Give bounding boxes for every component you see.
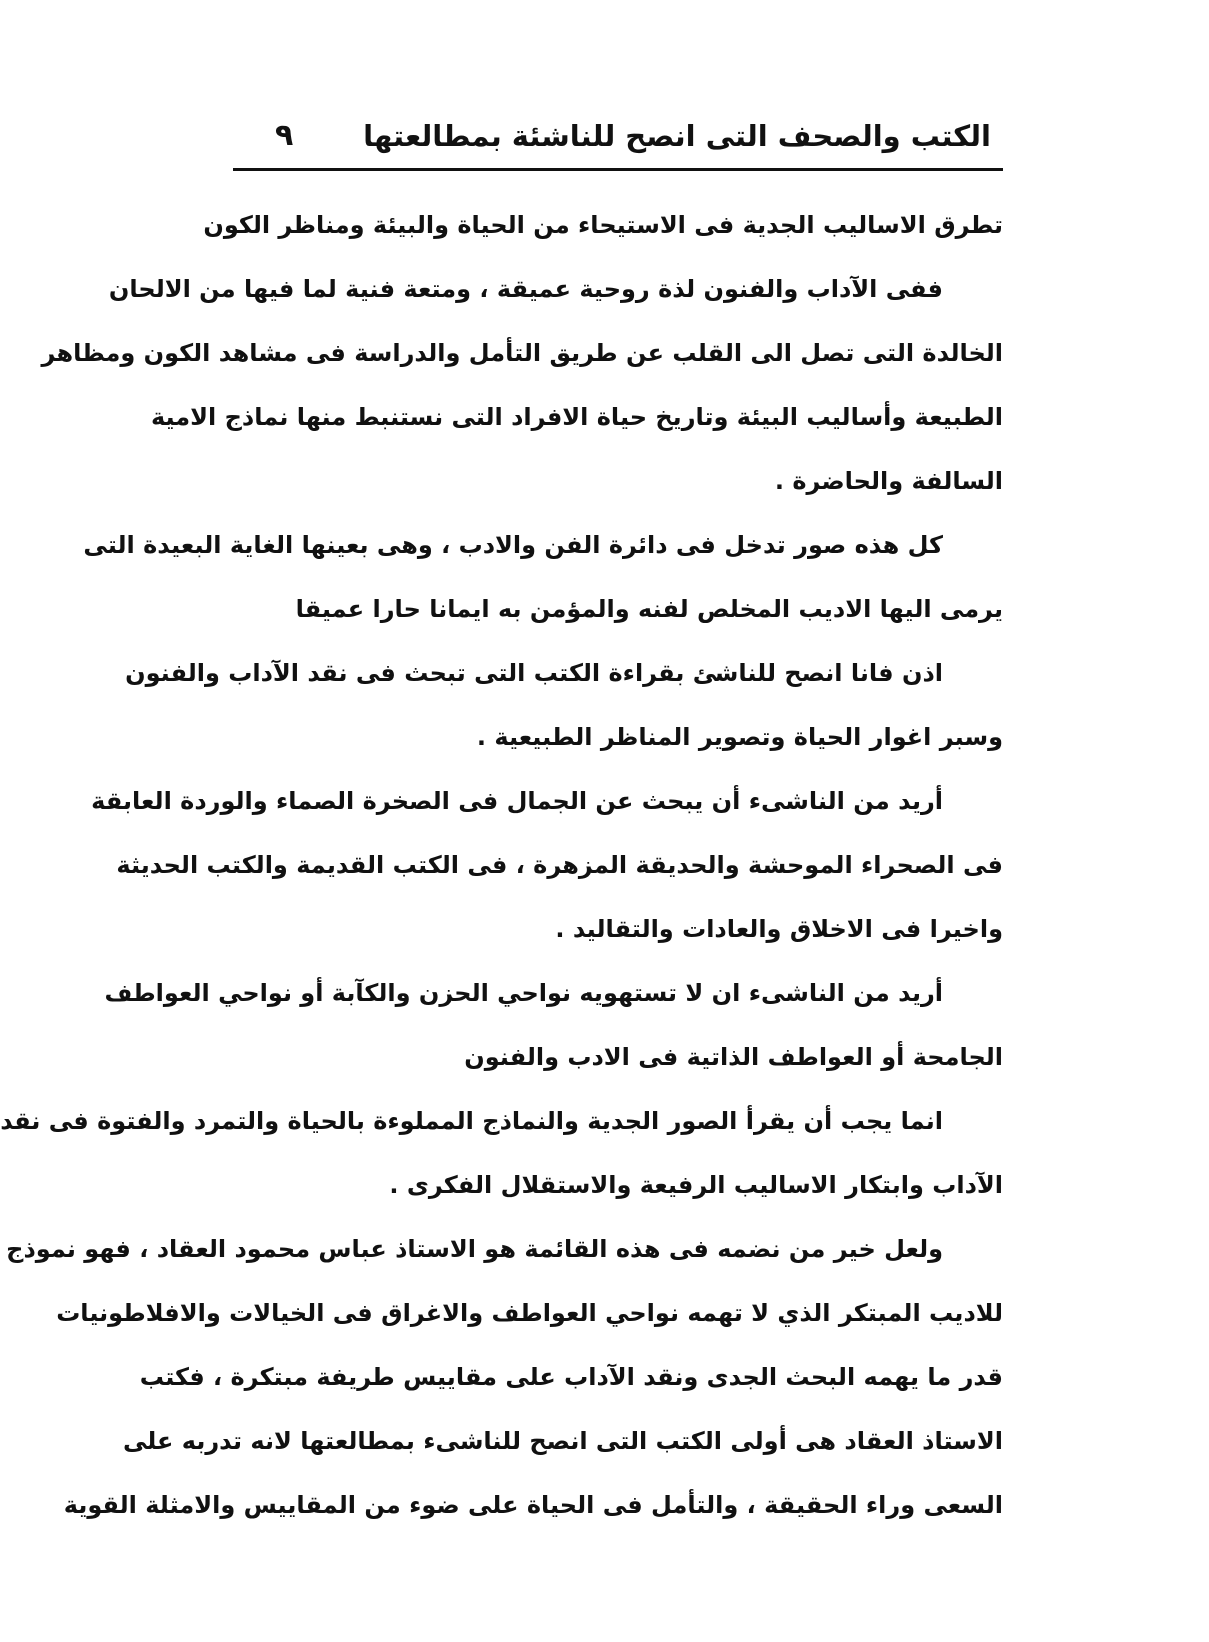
- text-line: اذن فانا انصح للناشئ بقراءة الكتب التى تبحث فى نقد الآداب والفنون: [125, 659, 943, 687]
- text-line: ففى الآداب والفنون لذة روحية عميقة ، ومتعة فنية لما فيها من الالحان: [108, 275, 943, 303]
- running-head: [235, 112, 997, 168]
- text-line: تطرق الاساليب الجدية فى الاستيحاء من الحياة والبيئة ومناظر الكون: [203, 211, 1003, 239]
- text-line: ولعل خير من نضمه فى هذه القائمة هو الاستاذ عباس محمود العقاد ، فهو نموذج: [6, 1235, 943, 1263]
- text-line: الخالدة التى تصل الى القلب عن طريق التأمل والدراسة فى مشاهد الكون ومظاهر: [41, 339, 1003, 367]
- page-number: ٩: [275, 118, 294, 153]
- header-rule: [233, 168, 1003, 171]
- body-text: [0, 196, 1003, 1540]
- text-line: واخيرا فى الاخلاق والعادات والتقاليد .: [555, 915, 1003, 943]
- text-line: الآداب وابتكار الاساليب الرفيعة والاستقلال الفكرى .: [389, 1171, 1003, 1199]
- text-line: للاديب المبتكر الذي لا تهمه نواحي العواطف والاغراق فى الخيالات والافلاطونيات: [56, 1299, 1003, 1327]
- text-line: فى الصحراء الموحشة والحديقة المزهرة ، فى الكتب القديمة والكتب الحديثة: [116, 851, 1003, 879]
- text-line: انما يجب أن يقرأ الصور الجدية والنماذج المملوءة بالحياة والتمرد والفتوة فى نقد: [0, 1107, 943, 1135]
- text-line: السالفة والحاضرة .: [774, 467, 1003, 495]
- text-line: كل هذه صور تدخل فى دائرة الفن والادب ، وهى بعينها الغاية البعيدة التى: [83, 531, 943, 559]
- text-line: الطبيعة وأساليب البيئة وتاريخ حياة الافراد التى نستنبط منها نماذج الامية: [150, 403, 1003, 431]
- text-line: يرمى اليها الاديب المخلص لفنه والمؤمن به ايمانا حارا عميقا: [295, 595, 1003, 623]
- text-line: وسبر اغوار الحياة وتصوير المناظر الطبيعية .: [476, 723, 1003, 751]
- text-line: الجامحة أو العواطف الذاتية فى الادب والفنون: [464, 1043, 1003, 1071]
- text-line: أريد من الناشىء أن يبحث عن الجمال فى الصخرة الصماء والوردة العابقة: [91, 787, 943, 815]
- text-line: قدر ما يهمه البحث الجدى ونقد الآداب على مقاييس طريفة مبتكرة ، فكتب: [139, 1363, 1003, 1391]
- text-line: أريد من الناشىء ان لا تستهويه نواحي الحزن والكآبة أو نواحي العواطف: [104, 979, 943, 1007]
- text-line: السعى وراء الحقيقة ، والتأمل فى الحياة على ضوء من المقاييس والامثلة القوية: [63, 1491, 1003, 1519]
- running-title: الكتب والصحف التى انصح للناشئة بمطالعتها: [363, 119, 991, 153]
- text-line: الاستاذ العقاد هى أولى الكتب التى انصح للناشىء بمطالعتها لانه تدربه على: [122, 1427, 1003, 1455]
